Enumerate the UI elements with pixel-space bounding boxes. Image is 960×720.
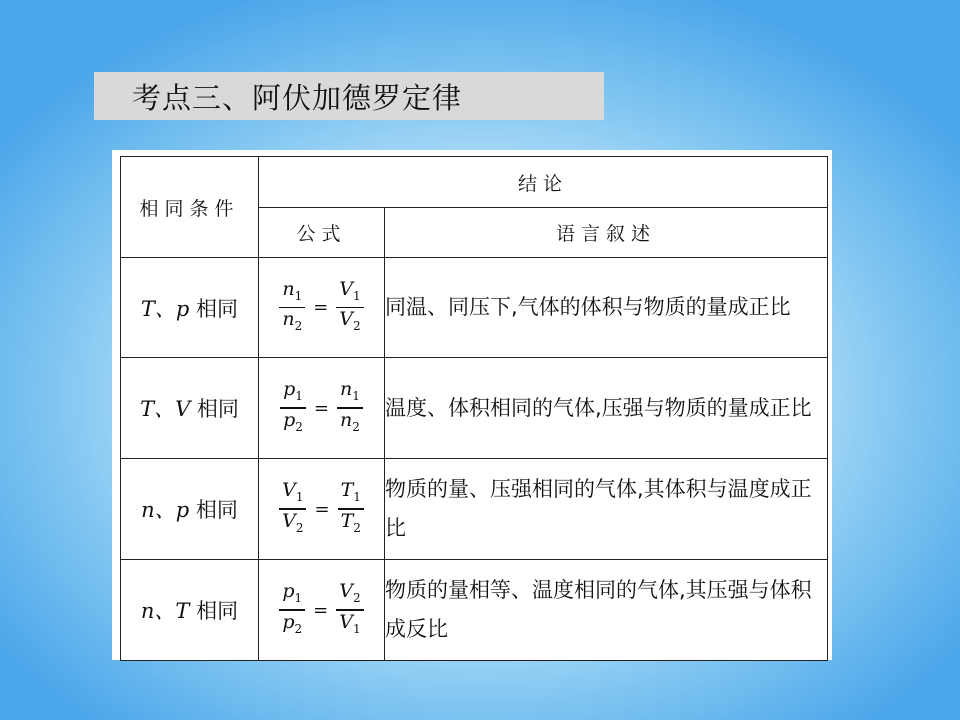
condition-suffix: 相同 xyxy=(189,599,239,623)
rhs-denominator xyxy=(337,409,363,438)
rhs-numerator-subscript: 1 xyxy=(353,490,361,505)
formula-cell xyxy=(259,258,385,358)
condition-suffix: 相同 xyxy=(189,296,239,321)
equals-sign: = xyxy=(313,397,329,419)
condition-variables: n、T xyxy=(140,599,190,623)
condition-cell xyxy=(121,560,259,661)
lhs-denominator xyxy=(279,510,306,539)
formula-lhs-fraction xyxy=(279,580,305,639)
condition-suffix: 相同 xyxy=(190,397,239,421)
lhs-numerator xyxy=(279,278,305,307)
rhs-numerator-subscript: 2 xyxy=(353,591,361,606)
title-banner xyxy=(94,72,604,120)
lhs-numerator-symbol: n xyxy=(282,277,295,300)
avogadro-law-table xyxy=(120,156,828,661)
header-conclusion: 结论 xyxy=(259,157,828,208)
description-cell: 同温、同压下,气体的体积与物质的量成正比 xyxy=(385,258,828,358)
formula-lhs-fraction xyxy=(280,378,306,437)
rhs-denominator xyxy=(336,611,363,640)
rhs-denominator xyxy=(336,308,363,337)
table-row xyxy=(121,560,828,661)
rhs-numerator xyxy=(338,479,364,508)
lhs-denominator-symbol: n xyxy=(282,308,295,331)
rhs-denominator xyxy=(338,510,364,539)
rhs-numerator xyxy=(336,580,363,609)
lhs-numerator-symbol: p xyxy=(283,378,296,401)
rhs-numerator-symbol: T xyxy=(340,479,354,502)
lhs-numerator xyxy=(279,479,306,508)
formula-rhs-fraction xyxy=(336,580,363,639)
rhs-numerator-symbol: V xyxy=(339,277,354,300)
condition-suffix: 相同 xyxy=(189,498,238,522)
lhs-numerator-subscript: 1 xyxy=(294,288,303,303)
description-cell: 温度、体积相同的气体,压强与物质的量成正比 xyxy=(385,358,828,459)
lhs-denominator xyxy=(280,409,306,438)
table-row xyxy=(121,358,828,459)
rhs-numerator xyxy=(336,278,363,307)
rhs-numerator-symbol: V xyxy=(339,580,353,603)
rhs-denominator-symbol: n xyxy=(340,408,353,431)
lhs-numerator-subscript: 1 xyxy=(295,490,304,505)
formula-cell xyxy=(259,358,385,459)
lhs-numerator-subscript: 1 xyxy=(295,389,303,404)
formula-lhs-fraction xyxy=(279,479,306,538)
lhs-denominator-symbol: V xyxy=(282,509,296,532)
rhs-denominator-subscript: 2 xyxy=(353,319,361,334)
formula-cell xyxy=(259,560,385,661)
equals-sign: = xyxy=(313,297,329,318)
lhs-denominator xyxy=(279,308,305,337)
description-cell: 物质的量相等、温度相同的气体,其压强与体积成反比 xyxy=(385,560,828,661)
description-cell: 物质的量、压强相同的气体,其体积与温度成正比 xyxy=(385,459,828,560)
equals-sign: = xyxy=(313,599,329,621)
rhs-numerator-subscript: 1 xyxy=(353,288,361,303)
rhs-denominator-symbol: T xyxy=(340,509,354,532)
lhs-numerator-symbol: V xyxy=(282,479,296,502)
rhs-denominator-subscript: 2 xyxy=(353,520,361,535)
equals-sign: = xyxy=(314,498,330,520)
lhs-denominator-subscript: 2 xyxy=(294,621,303,636)
rhs-denominator-symbol: V xyxy=(339,308,354,331)
formula-lhs-fraction xyxy=(279,278,305,337)
rhs-denominator-symbol: V xyxy=(339,610,353,633)
lhs-denominator-symbol: p xyxy=(282,610,295,633)
condition-variables: T、p xyxy=(140,296,190,321)
header-description: 语言叙述 xyxy=(385,208,828,258)
header-row-top xyxy=(121,157,828,208)
condition-cell xyxy=(121,459,259,560)
rhs-denominator-subscript: 2 xyxy=(352,419,360,434)
condition-cell xyxy=(121,358,259,459)
condition-cell xyxy=(121,258,259,358)
formula-rhs-fraction xyxy=(337,378,363,437)
table-panel xyxy=(112,150,832,660)
rhs-numerator-symbol: n xyxy=(340,378,353,401)
lhs-denominator-subscript: 2 xyxy=(295,520,304,535)
formula-cell xyxy=(259,459,385,560)
lhs-numerator xyxy=(279,580,305,609)
lhs-denominator-symbol: p xyxy=(283,408,296,431)
rhs-numerator-subscript: 1 xyxy=(352,389,360,404)
lhs-numerator-subscript: 1 xyxy=(294,591,303,606)
table-row xyxy=(121,258,828,358)
condition-variables: T、V xyxy=(140,397,191,421)
lhs-denominator xyxy=(279,611,305,640)
lhs-numerator xyxy=(280,378,306,407)
lhs-denominator-subscript: 2 xyxy=(295,419,303,434)
table-row xyxy=(121,459,828,560)
formula-rhs-fraction xyxy=(338,479,364,538)
slide-title: 考点三、阿伏加德罗定律 xyxy=(132,80,463,115)
rhs-denominator-subscript: 1 xyxy=(353,621,361,636)
condition-variables: n、p xyxy=(141,498,190,522)
formula-rhs-fraction xyxy=(336,278,363,337)
header-formula: 公式 xyxy=(259,208,385,258)
lhs-numerator-symbol: p xyxy=(282,580,295,603)
header-condition: 相同条件 xyxy=(121,157,259,258)
lhs-denominator-subscript: 2 xyxy=(294,319,303,334)
rhs-numerator xyxy=(337,378,363,407)
